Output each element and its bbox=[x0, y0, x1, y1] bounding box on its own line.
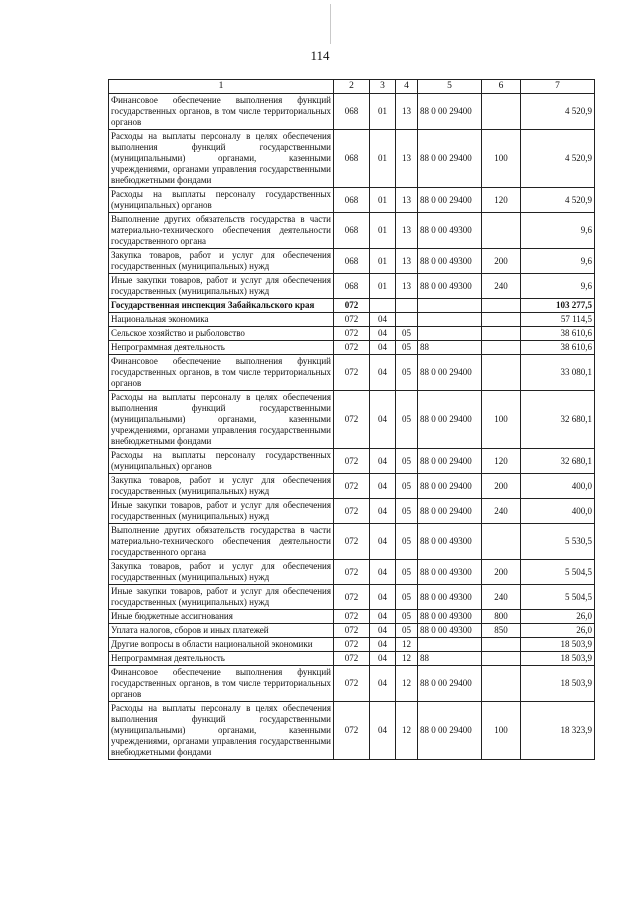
cell-section: 04 bbox=[370, 702, 396, 760]
cell-section: 04 bbox=[370, 652, 396, 666]
cell-section: 01 bbox=[370, 130, 396, 188]
cell-subsection: 12 bbox=[396, 666, 418, 702]
cell-amount: 4 520,9 bbox=[521, 188, 595, 213]
cell-description: Расходы на выплаты персоналу в целях обеспечения выполнения функций государственными (муниципальными) органами, казенными учреждениями, органами управления государственными внебюджетными фондами bbox=[109, 130, 334, 188]
cell-amount: 38 610,6 bbox=[521, 341, 595, 355]
cell-subsection: 05 bbox=[396, 499, 418, 524]
cell-target-article: 88 0 00 29400 bbox=[418, 474, 482, 499]
cell-section: 04 bbox=[370, 610, 396, 624]
cell-description: Выполнение других обязательств государства в части материально-технического обеспечения деятельности государственного органа bbox=[109, 213, 334, 249]
cell-subsection: 12 bbox=[396, 652, 418, 666]
cell-section: 04 bbox=[370, 560, 396, 585]
cell-description: Расходы на выплаты персоналу государственных (муниципальных) органов bbox=[109, 188, 334, 213]
cell-ministry-code: 072 bbox=[334, 585, 370, 610]
cell-amount: 5 504,5 bbox=[521, 560, 595, 585]
header-cell-4: 4 bbox=[396, 80, 418, 94]
cell-ministry-code: 068 bbox=[334, 94, 370, 130]
cell-expense-type bbox=[482, 652, 521, 666]
table-row bbox=[109, 327, 595, 341]
cell-amount: 4 520,9 bbox=[521, 130, 595, 188]
cell-section: 04 bbox=[370, 341, 396, 355]
cell-expense-type: 120 bbox=[482, 449, 521, 474]
table-row bbox=[109, 299, 595, 313]
cell-subsection: 12 bbox=[396, 638, 418, 652]
cell-expense-type: 850 bbox=[482, 624, 521, 638]
cell-amount: 9,6 bbox=[521, 274, 595, 299]
cell-expense-type: 200 bbox=[482, 560, 521, 585]
cell-description: Расходы на выплаты персоналу государственных (муниципальных) органов bbox=[109, 449, 334, 474]
table-row bbox=[109, 474, 595, 499]
cell-description: Уплата налогов, сборов и иных платежей bbox=[109, 624, 334, 638]
cell-ministry-code: 072 bbox=[334, 449, 370, 474]
cell-description: Иные бюджетные ассигнования bbox=[109, 610, 334, 624]
cell-expense-type: 200 bbox=[482, 474, 521, 499]
cell-section: 01 bbox=[370, 188, 396, 213]
cell-target-article: 88 0 00 49300 bbox=[418, 524, 482, 560]
cell-target-article: 88 0 00 49300 bbox=[418, 249, 482, 274]
cell-description: Финансовое обеспечение выполнения функций государственных органов, в том числе территориальных органов bbox=[109, 355, 334, 391]
cell-section: 04 bbox=[370, 355, 396, 391]
table-row bbox=[109, 94, 595, 130]
cell-subsection: 05 bbox=[396, 355, 418, 391]
cell-subsection: 13 bbox=[396, 188, 418, 213]
cell-section: 04 bbox=[370, 327, 396, 341]
cell-subsection: 05 bbox=[396, 391, 418, 449]
cell-expense-type bbox=[482, 524, 521, 560]
cell-expense-type bbox=[482, 638, 521, 652]
cell-description: Иные закупки товаров, работ и услуг для обеспечения государственных (муниципальных) нужд bbox=[109, 585, 334, 610]
cell-ministry-code: 072 bbox=[334, 299, 370, 313]
scan-margin-mark bbox=[330, 4, 331, 44]
table-row bbox=[109, 560, 595, 585]
table-row bbox=[109, 355, 595, 391]
table-row bbox=[109, 313, 595, 327]
cell-description: Закупка товаров, работ и услуг для обеспечения государственных (муниципальных) нужд bbox=[109, 474, 334, 499]
cell-target-article bbox=[418, 327, 482, 341]
cell-expense-type: 100 bbox=[482, 702, 521, 760]
cell-amount: 32 680,1 bbox=[521, 449, 595, 474]
cell-description: Непрограммная деятельность bbox=[109, 341, 334, 355]
cell-amount: 400,0 bbox=[521, 474, 595, 499]
header-cell-5: 5 bbox=[418, 80, 482, 94]
cell-target-article: 88 0 00 49300 bbox=[418, 624, 482, 638]
cell-amount: 9,6 bbox=[521, 213, 595, 249]
cell-amount: 57 114,5 bbox=[521, 313, 595, 327]
cell-target-article: 88 0 00 49300 bbox=[418, 585, 482, 610]
cell-expense-type bbox=[482, 94, 521, 130]
cell-target-article bbox=[418, 313, 482, 327]
cell-expense-type: 100 bbox=[482, 391, 521, 449]
cell-expense-type: 800 bbox=[482, 610, 521, 624]
cell-section: 04 bbox=[370, 449, 396, 474]
cell-target-article: 88 0 00 29400 bbox=[418, 499, 482, 524]
cell-ministry-code: 072 bbox=[334, 327, 370, 341]
cell-description: Закупка товаров, работ и услуг для обеспечения государственных (муниципальных) нужд bbox=[109, 560, 334, 585]
cell-subsection bbox=[396, 299, 418, 313]
cell-section: 04 bbox=[370, 474, 396, 499]
cell-expense-type: 200 bbox=[482, 249, 521, 274]
cell-ministry-code: 072 bbox=[334, 666, 370, 702]
cell-description: Закупка товаров, работ и услуг для обеспечения государственных (муниципальных) нужд bbox=[109, 249, 334, 274]
cell-ministry-code: 072 bbox=[334, 474, 370, 499]
cell-subsection: 13 bbox=[396, 130, 418, 188]
cell-expense-type: 240 bbox=[482, 585, 521, 610]
cell-expense-type: 120 bbox=[482, 188, 521, 213]
cell-amount: 103 277,5 bbox=[521, 299, 595, 313]
budget-table bbox=[108, 79, 595, 760]
cell-section: 04 bbox=[370, 313, 396, 327]
cell-description: Сельское хозяйство и рыболовство bbox=[109, 327, 334, 341]
cell-expense-type bbox=[482, 327, 521, 341]
cell-subsection: 05 bbox=[396, 624, 418, 638]
cell-target-article: 88 0 00 29400 bbox=[418, 94, 482, 130]
cell-subsection: 12 bbox=[396, 702, 418, 760]
table-row bbox=[109, 249, 595, 274]
cell-section: 04 bbox=[370, 624, 396, 638]
header-cell-7: 7 bbox=[521, 80, 595, 94]
cell-description: Выполнение других обязательств государства в части материально-технического обеспечения деятельности государственного органа bbox=[109, 524, 334, 560]
cell-target-article: 88 0 00 49300 bbox=[418, 560, 482, 585]
cell-section bbox=[370, 299, 396, 313]
cell-amount: 4 520,9 bbox=[521, 94, 595, 130]
cell-target-article: 88 0 00 29400 bbox=[418, 449, 482, 474]
cell-description: Финансовое обеспечение выполнения функций государственных органов, в том числе территориальных органов bbox=[109, 666, 334, 702]
cell-description: Непрограммная деятельность bbox=[109, 652, 334, 666]
cell-amount: 5 530,5 bbox=[521, 524, 595, 560]
cell-description: Национальная экономика bbox=[109, 313, 334, 327]
cell-target-article: 88 0 00 49300 bbox=[418, 610, 482, 624]
table-row bbox=[109, 274, 595, 299]
cell-description: Иные закупки товаров, работ и услуг для обеспечения государственных (муниципальных) нужд bbox=[109, 274, 334, 299]
cell-ministry-code: 072 bbox=[334, 524, 370, 560]
cell-subsection: 05 bbox=[396, 560, 418, 585]
cell-subsection: 05 bbox=[396, 524, 418, 560]
cell-amount: 33 080,1 bbox=[521, 355, 595, 391]
cell-amount: 9,6 bbox=[521, 249, 595, 274]
cell-expense-type: 100 bbox=[482, 130, 521, 188]
cell-description: Расходы на выплаты персоналу в целях обеспечения выполнения функций государственными (муниципальными) органами, казенными учреждениями, органами управления государственными внебюджетными фондами bbox=[109, 391, 334, 449]
cell-description: Финансовое обеспечение выполнения функций государственных органов, в том числе территориальных органов bbox=[109, 94, 334, 130]
cell-ministry-code: 072 bbox=[334, 702, 370, 760]
table-row bbox=[109, 638, 595, 652]
cell-expense-type bbox=[482, 213, 521, 249]
cell-description: Иные закупки товаров, работ и услуг для обеспечения государственных (муниципальных) нужд bbox=[109, 499, 334, 524]
table-row bbox=[109, 652, 595, 666]
cell-ministry-code: 068 bbox=[334, 274, 370, 299]
table-header-row bbox=[109, 80, 595, 94]
cell-amount: 32 680,1 bbox=[521, 391, 595, 449]
cell-amount: 400,0 bbox=[521, 499, 595, 524]
cell-subsection: 05 bbox=[396, 585, 418, 610]
table-row bbox=[109, 624, 595, 638]
cell-subsection bbox=[396, 313, 418, 327]
cell-target-article: 88 0 00 49300 bbox=[418, 213, 482, 249]
cell-subsection: 05 bbox=[396, 341, 418, 355]
cell-ministry-code: 072 bbox=[334, 355, 370, 391]
table-row bbox=[109, 702, 595, 760]
cell-ministry-code: 068 bbox=[334, 188, 370, 213]
cell-amount: 26,0 bbox=[521, 624, 595, 638]
cell-amount: 18 323,9 bbox=[521, 702, 595, 760]
cell-target-article: 88 bbox=[418, 652, 482, 666]
cell-target-article: 88 0 00 49300 bbox=[418, 274, 482, 299]
cell-expense-type bbox=[482, 341, 521, 355]
header-cell-6: 6 bbox=[482, 80, 521, 94]
cell-ministry-code: 072 bbox=[334, 624, 370, 638]
cell-target-article: 88 0 00 29400 bbox=[418, 130, 482, 188]
cell-expense-type: 240 bbox=[482, 499, 521, 524]
cell-section: 04 bbox=[370, 666, 396, 702]
cell-amount: 38 610,6 bbox=[521, 327, 595, 341]
cell-target-article: 88 0 00 29400 bbox=[418, 391, 482, 449]
cell-subsection: 13 bbox=[396, 249, 418, 274]
cell-target-article: 88 0 00 29400 bbox=[418, 702, 482, 760]
cell-ministry-code: 072 bbox=[334, 313, 370, 327]
cell-subsection: 13 bbox=[396, 274, 418, 299]
cell-section: 01 bbox=[370, 274, 396, 299]
cell-expense-type bbox=[482, 355, 521, 391]
cell-subsection: 13 bbox=[396, 213, 418, 249]
page-number: 114 bbox=[310, 48, 330, 63]
table-row bbox=[109, 499, 595, 524]
table-row bbox=[109, 585, 595, 610]
cell-ministry-code: 072 bbox=[334, 341, 370, 355]
cell-expense-type bbox=[482, 299, 521, 313]
header-cell-1: 1 bbox=[109, 80, 334, 94]
cell-description: Государственная инспекция Забайкальского края bbox=[109, 299, 334, 313]
header-cell-2: 2 bbox=[334, 80, 370, 94]
cell-subsection: 05 bbox=[396, 449, 418, 474]
cell-ministry-code: 072 bbox=[334, 610, 370, 624]
cell-subsection: 05 bbox=[396, 327, 418, 341]
cell-ministry-code: 072 bbox=[334, 499, 370, 524]
cell-ministry-code: 068 bbox=[334, 213, 370, 249]
cell-ministry-code: 068 bbox=[334, 249, 370, 274]
cell-section: 04 bbox=[370, 524, 396, 560]
cell-amount: 5 504,5 bbox=[521, 585, 595, 610]
cell-subsection: 05 bbox=[396, 610, 418, 624]
cell-target-article: 88 0 00 29400 bbox=[418, 188, 482, 213]
header-cell-3: 3 bbox=[370, 80, 396, 94]
cell-section: 04 bbox=[370, 585, 396, 610]
cell-section: 01 bbox=[370, 249, 396, 274]
cell-target-article: 88 0 00 29400 bbox=[418, 355, 482, 391]
cell-ministry-code: 072 bbox=[334, 560, 370, 585]
cell-ministry-code: 072 bbox=[334, 391, 370, 449]
cell-amount: 26,0 bbox=[521, 610, 595, 624]
cell-section: 01 bbox=[370, 213, 396, 249]
cell-subsection: 13 bbox=[396, 94, 418, 130]
cell-target-article bbox=[418, 638, 482, 652]
table-row bbox=[109, 213, 595, 249]
cell-amount: 18 503,9 bbox=[521, 638, 595, 652]
cell-target-article: 88 0 00 29400 bbox=[418, 666, 482, 702]
cell-section: 01 bbox=[370, 94, 396, 130]
cell-section: 04 bbox=[370, 638, 396, 652]
table-row bbox=[109, 666, 595, 702]
cell-subsection: 05 bbox=[396, 474, 418, 499]
cell-description: Другие вопросы в области национальной экономики bbox=[109, 638, 334, 652]
cell-expense-type: 240 bbox=[482, 274, 521, 299]
cell-expense-type bbox=[482, 666, 521, 702]
cell-expense-type bbox=[482, 313, 521, 327]
table-row bbox=[109, 391, 595, 449]
cell-ministry-code: 072 bbox=[334, 638, 370, 652]
cell-section: 04 bbox=[370, 499, 396, 524]
table-row bbox=[109, 130, 595, 188]
cell-target-article: 88 bbox=[418, 341, 482, 355]
cell-target-article bbox=[418, 299, 482, 313]
cell-amount: 18 503,9 bbox=[521, 666, 595, 702]
cell-amount: 18 503,9 bbox=[521, 652, 595, 666]
table-row bbox=[109, 610, 595, 624]
cell-section: 04 bbox=[370, 391, 396, 449]
table-row bbox=[109, 188, 595, 213]
table-row bbox=[109, 449, 595, 474]
table-row bbox=[109, 341, 595, 355]
cell-ministry-code: 072 bbox=[334, 652, 370, 666]
cell-description: Расходы на выплаты персоналу в целях обеспечения выполнения функций государственными (муниципальными) органами, казенными учреждениями, органами управления государственными внебюджетными фондами bbox=[109, 702, 334, 760]
table-row bbox=[109, 524, 595, 560]
cell-ministry-code: 068 bbox=[334, 130, 370, 188]
